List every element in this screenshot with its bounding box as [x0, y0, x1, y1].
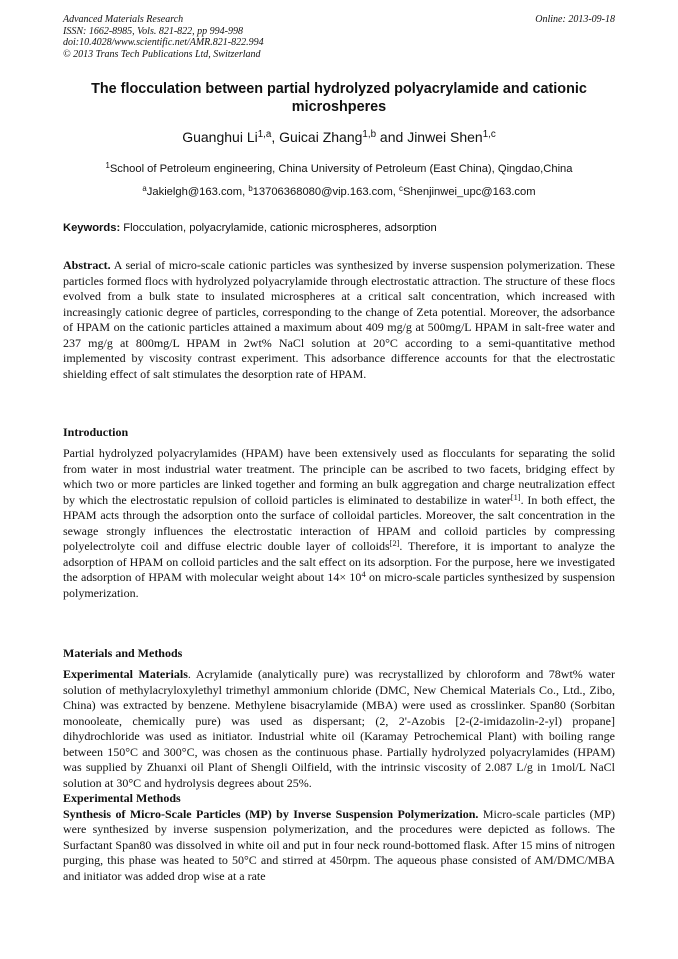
- online-date: Online: 2013-09-18: [535, 14, 615, 25]
- affiliation-text: School of Petroleum engineering, China University of Petroleum (East China), Qingdao,China: [109, 163, 573, 175]
- doi-line: doi:10.4028/www.scientific.net/AMR.821-822.994: [63, 37, 264, 48]
- author-list: [63, 128, 615, 146]
- affiliation: [63, 162, 615, 176]
- email-address: Shenjinwei_upc@163.com: [402, 186, 536, 198]
- abstract-text: A serial of micro-scale cationic particles was synthesized by inverse suspension polymerization. These particles formed flocs with hydrolyzed polyacrylamide through electrostatic attraction. The structure of these flocs evolved from a bulk state to insulated microspheres at a critical salt concentration, which increased with increasingly cationic degree of particles, corresponding to the change of Zeta potential. Moreover, the adsorbance of HPAM on the cationic particles attained a maximum about 409 mg/g at 500mg/L HPAM in salt-free water and 237 mg/g at 800mg/L HPAM in 2wt% NaCl solution at 20°C according to a semi-quantitative method implemented by viscosity contrast experiment. This adsorbance difference accounts for that the electrostatic shielding effect of salt stimulates the desorption rate of HPAM.: [63, 258, 615, 381]
- materials-label: Experimental Materials: [63, 667, 188, 681]
- keywords-label: Keywords:: [63, 222, 121, 234]
- keywords: [63, 221, 615, 235]
- email-superscript: c: [399, 184, 403, 194]
- copyright-line: © 2013 Trans Tech Publications Ltd, Switzerland: [63, 48, 261, 60]
- author-superscript: 1,a: [257, 129, 272, 141]
- author-name: Jinwei Shen: [407, 129, 483, 145]
- email-address: 13706368080@vip.163.com,: [252, 186, 400, 198]
- email-superscript: b: [248, 184, 253, 194]
- paper-title: The flocculation between partial hydrolyzed polyacrylamide and cationic microshperes: [91, 81, 587, 115]
- methods-body: [63, 667, 615, 884]
- author-separator: ,: [271, 129, 280, 145]
- issn-line: ISSN: 1662-8985, Vols. 821-822, pp 994-998: [63, 25, 243, 37]
- intro-text: on micro-scale particles synthesized by suspension polymerization.: [63, 570, 615, 600]
- synthesis-label: Synthesis of Micro-Scale Particles (MP) by Inverse Suspension Polymerization.: [63, 806, 479, 821]
- affiliation-superscript: 1: [105, 161, 110, 171]
- email-superscript: a: [142, 184, 147, 194]
- synthesis-text: Micro-scale particles (MP) were synthesized by inverse suspension polymerization, and the procedures were depicted as follows. The Surfactant Span80 was dissolved in white oil and put in four neck round-bottomed flask. After 15 mins of nitrogen purging, this phase was heated to 50°C and stirred at 450rpm. The aqueous phase consisted of AM/DMC/MBA and initiator was added drop wise at a rate: [63, 806, 615, 883]
- citation-ref: [1]: [510, 492, 521, 502]
- materials-paragraph: [63, 667, 615, 791]
- subsection-heading-experimental-methods: Experimental Methods: [63, 791, 181, 805]
- keywords-text: Flocculation, polyacrylamide, cationic microspheres, adsorption: [120, 222, 437, 234]
- exponent: 4: [361, 569, 366, 579]
- journal-name: Advanced Materials Research: [63, 14, 184, 25]
- author-superscript: 1,c: [482, 129, 496, 141]
- email-address: Jakielgh@163.com,: [146, 186, 249, 198]
- materials-text: . Acrylamide (analytically pure) was recrystallized by chloroform and 78wt% water solution of methylacryloxylethyl trimethyl ammonium chloride (DMC, New Chemical Materials Co., Ltd., Zibo, China) was extracted by benzene. Methylene bisacrylamide (MBA) were used as crosslinker. Span80 (Sorbitan monooleate, chemically pure) was used as dispersant; (2, 2'-Azobis [2-(2-imidazolin-2-yl) propane] dihydrochloride was used as initiator. Industrial white oil (Karamay Petrochemical Plant) with boiling range between 150°C and 300°C, was chosen as the continuous phase. Partially hydrolyzed polyacrylamides (HPAM) was supplied by Zhuanxi oil Plant of Shengli Oilfield, with the intrinsic viscosity of 2.087 L/g in 1mol/L NaCl solution at 30°C and hydrolysis degrees about 25%.: [63, 667, 615, 790]
- abstract: [63, 258, 615, 382]
- introduction-paragraph: [63, 446, 615, 601]
- intro-text: . Therefore, it is important to analyze the adsorption of HPAM on colloid particles and the salt effect on its adsorption. For the purpose, here we investigated the adsorption of HPAM with molecular weight about 14× 10: [63, 539, 615, 584]
- citation-ref: [2]: [389, 538, 400, 548]
- journal-header: [63, 14, 615, 60]
- section-heading-materials-methods: Materials and Methods: [63, 646, 183, 660]
- intro-text: . In both effect, the HPAM acts through the adsorption onto the surface of colloidal particles. Moreover, the salt concentration in the sewage strongly influences the electrostatic interaction of HPAM and colloid particles by compressing polyelectrolyte coil and diffuse electric double layer of colloids: [63, 492, 616, 553]
- author-superscript: 1,b: [362, 129, 377, 141]
- author-name: Guanghui Li: [182, 129, 258, 145]
- intro-text: Partial hydrolyzed polyacrylamides (HPAM) have been extensively used as flocculants for separating the solid from water in most industrial water treatment. The principle can be ascribed to two facets, bridging effect by which two or more particles are linked together and forming an bulk aggregation and charge neutralization effect by which the electrostatic repulsion of colloid particles is eliminated to destabilize in water: [63, 446, 615, 507]
- author-name: Guicai Zhang: [279, 129, 363, 145]
- section-heading-introduction: Introduction: [63, 425, 129, 439]
- author-emails: [63, 185, 615, 199]
- introduction-body: [63, 446, 615, 601]
- author-separator: and: [376, 129, 408, 145]
- abstract-label: Abstract.: [63, 258, 111, 272]
- abstract-paragraph: [63, 258, 615, 382]
- synthesis-paragraph: [63, 807, 615, 885]
